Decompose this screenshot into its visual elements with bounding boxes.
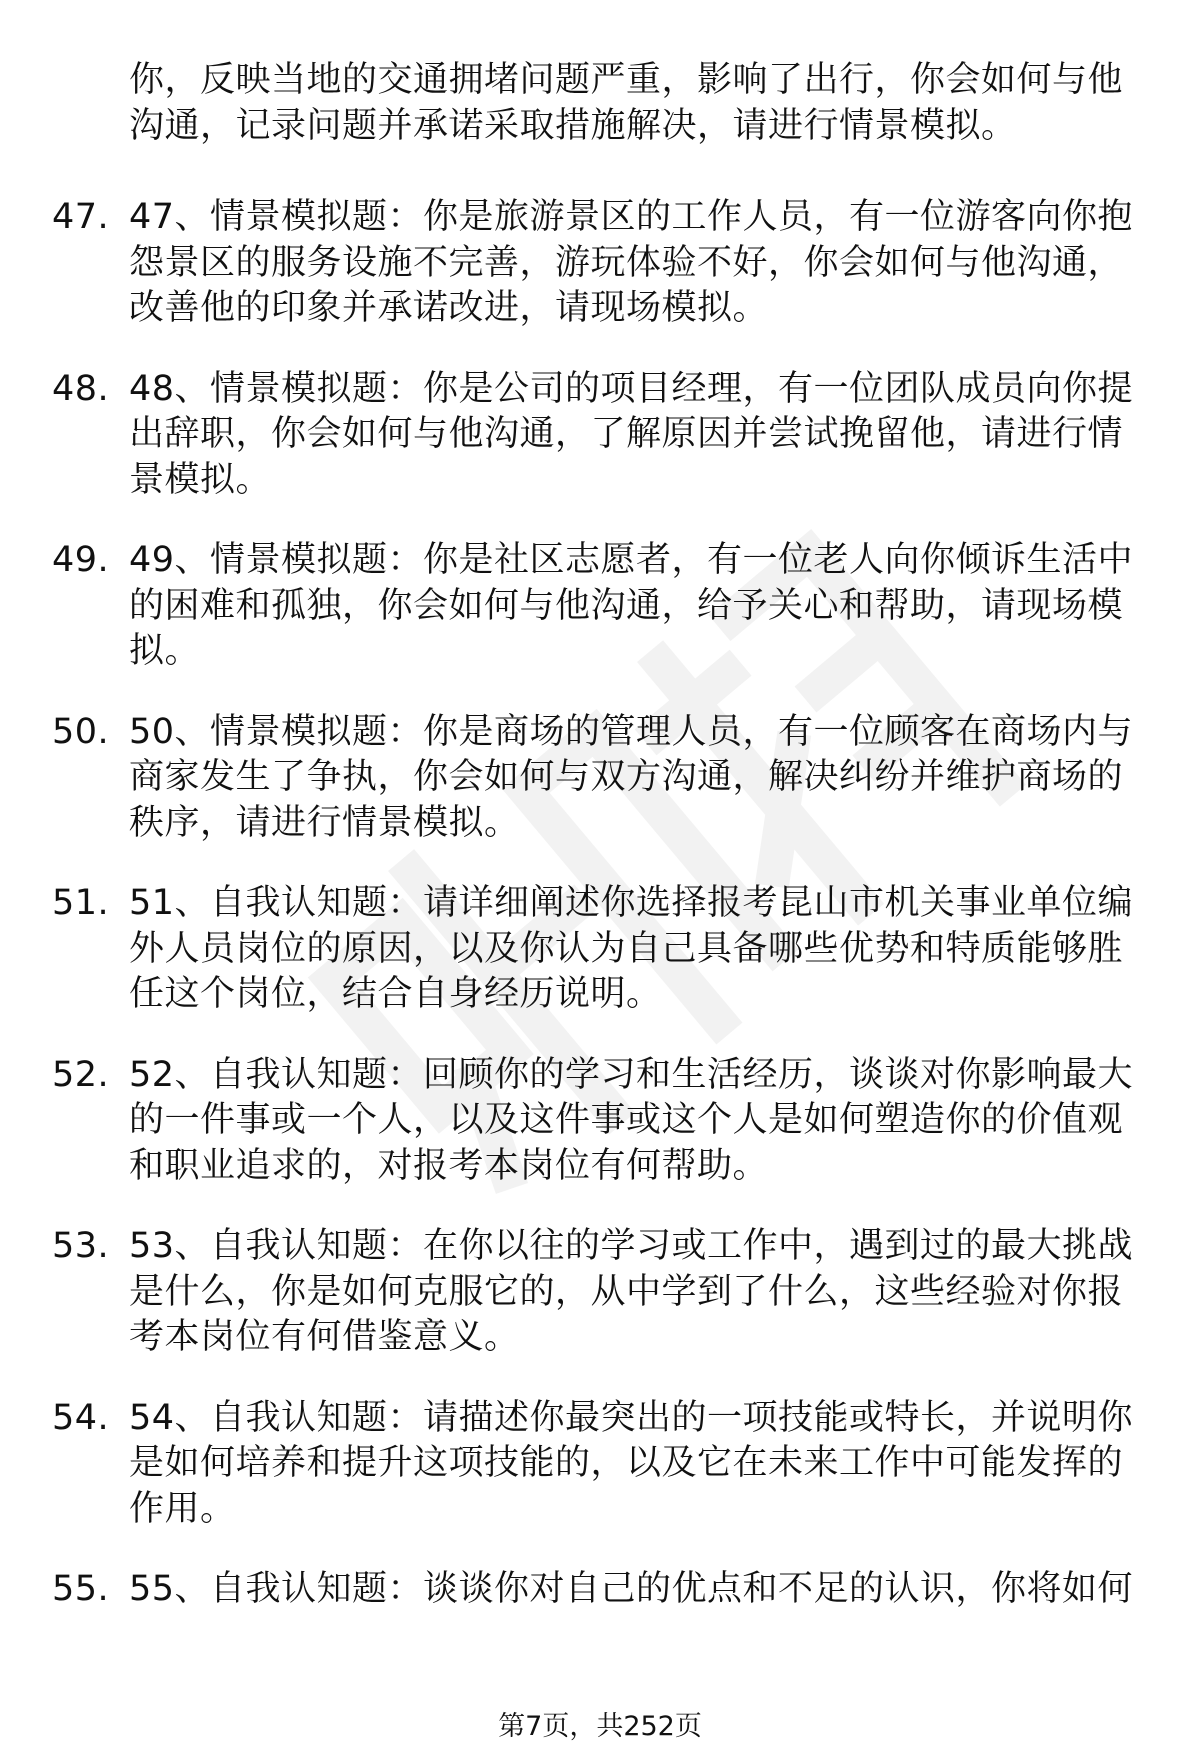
list-item <box>0 367 1200 504</box>
item-number: 51. <box>52 883 110 923</box>
item-text: 47、情景模拟题：你是旅游景区的工作人员，有一位游客向你抱怨景区的服务设施不完善，游玩体验不好，你会如何与他沟通，改善他的印象并承诺改进，请现场模拟。 <box>129 197 1134 328</box>
item-number: 49. <box>52 540 110 580</box>
list-item <box>0 195 1200 332</box>
item-text: 50、情景模拟题：你是商场的管理人员，有一位顾客在商场内与商家发生了争执，你会如何与双方沟通，解决纠纷并维护商场的秩序，请进行情景模拟。 <box>129 711 1134 843</box>
question-list <box>0 195 1200 1648</box>
item-number: 52. <box>52 1054 110 1095</box>
item-number: 55. <box>52 1569 110 1609</box>
item-text: 53、自我认知题：在你以往的学习或工作中，遇到过的最大挑战是什么，你是如何克服它的，从中学到了什么，这些经验对你报考本岗位有何借鉴意义。 <box>129 1226 1134 1357</box>
item-number: 54. <box>52 1397 110 1438</box>
list-item <box>0 538 1200 675</box>
list-item <box>0 1396 1200 1533</box>
continuation-text: 你，反映当地的交通拥堵问题严重，影响了出行，你会如何与他沟通，记录问题并承诺采取措施解决，请进行情景模拟。 <box>129 60 1124 146</box>
item-number: 53. <box>52 1226 110 1266</box>
page-footer: 第7页，共252页 <box>498 1711 702 1742</box>
item-number: 47. <box>52 197 110 237</box>
item-text: 52、自我认知题：回顾你的学习和生活经历，谈谈对你影响最大的一件事或一个人，以及这件事或这个人是如何塑造你的价值观和职业追求的，对报考本岗位有何帮助。 <box>129 1054 1134 1186</box>
item-text: 51、自我认知题：请详细阐述你选择报考昆山市机关事业单位编外人员岗位的原因，以及你认为自己具备哪些优势和特质能够胜任这个岗位，结合自身经历说明。 <box>129 883 1134 1014</box>
item-number: 50. <box>52 711 110 752</box>
list-item <box>0 881 1200 1018</box>
item-text: 55、自我认知题：谈谈你对自己的优点和不足的认识，你将如何 <box>129 1569 1134 1609</box>
list-item <box>0 1224 1200 1361</box>
item-text: 54、自我认知题：请描述你最突出的一项技能或特长，并说明你是如何培养和提升这项技能的，以及它在未来工作中可能发挥的作用。 <box>129 1397 1134 1529</box>
list-item <box>0 1053 1200 1190</box>
list-item <box>0 710 1200 847</box>
item-text: 48、情景模拟题：你是公司的项目经理，有一位团队成员向你提出辞职，你会如何与他沟通，了解原因并尝试挽留他，请进行情景模拟。 <box>129 368 1134 500</box>
item-text: 49、情景模拟题：你是社区志愿者，有一位老人向你倾诉生活中的困难和孤独，你会如何与他沟通，给予关心和帮助，请现场模拟。 <box>129 540 1134 671</box>
item-number: 48. <box>52 368 110 409</box>
list-item <box>0 1567 1200 1613</box>
